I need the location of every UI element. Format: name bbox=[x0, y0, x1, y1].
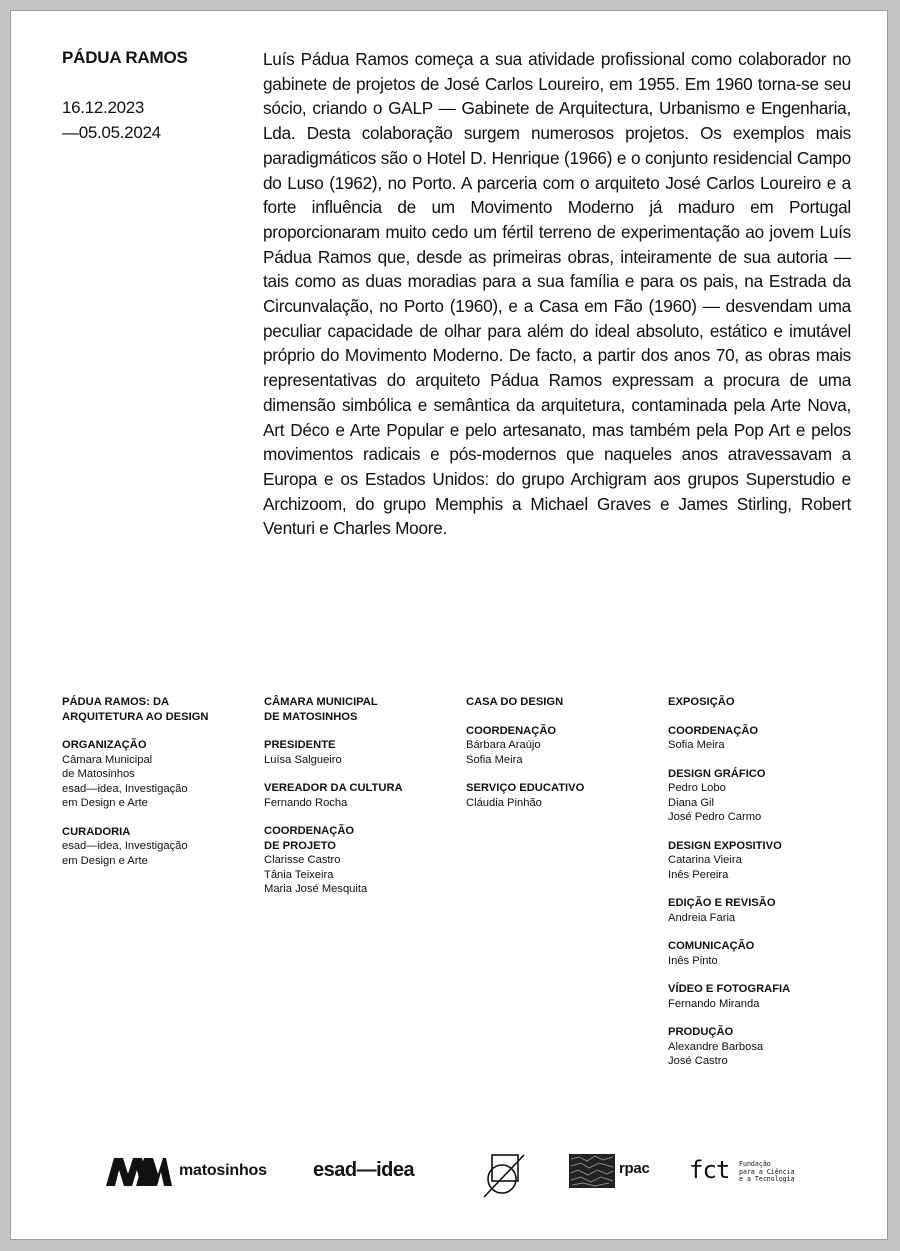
credit-name: Câmara Municipal bbox=[62, 753, 153, 766]
credit-group bbox=[668, 896, 853, 925]
date-end: —05.05.2024 bbox=[62, 123, 161, 142]
date-start: 16.12.2023 bbox=[62, 98, 145, 117]
credit-name: de Matosinhos bbox=[62, 768, 135, 780]
credit-name: Fernando Miranda bbox=[668, 997, 760, 1010]
fct-desc-line: e a Tecnologia bbox=[739, 1175, 795, 1183]
credit-group bbox=[668, 839, 853, 883]
credits-heading-line: EXPOSIÇÃO bbox=[668, 696, 735, 708]
credits-heading-line: CASA DO DESIGN bbox=[466, 696, 564, 708]
credit-name: Bárbara Araújo bbox=[466, 739, 541, 751]
credit-name: Luísa Salgueiro bbox=[264, 753, 342, 766]
credit-group bbox=[668, 982, 853, 1011]
credit-role: SERVIÇO EDUCATIVO bbox=[466, 782, 585, 794]
partner-logos bbox=[11, 1149, 887, 1197]
credit-group bbox=[668, 939, 853, 968]
credits-column-1 bbox=[62, 695, 247, 882]
credit-role: DESIGN EXPOSITIVO bbox=[668, 839, 782, 852]
credits-column-4 bbox=[668, 695, 853, 1083]
credit-role: VÍDEO E FOTOGRAFIA bbox=[668, 983, 791, 995]
credits-heading-line: PÁDUA RAMOS: DA bbox=[62, 696, 170, 708]
fct-description bbox=[739, 1161, 795, 1184]
credit-group bbox=[62, 738, 247, 811]
credit-name: Pedro Lobo bbox=[668, 782, 726, 794]
matosinhos-mark-icon bbox=[106, 1156, 172, 1186]
credits-column-2 bbox=[264, 695, 449, 911]
body-text: Luís Pádua Ramos começa a sua atividade profissional como colaborador no gabinete de projetos de José Carlos Loureiro, em 1955. Em 1960 torna-se seu sócio, criando o GALP — Gabinete de Arquitectura, Urbanismo e Engenharia, Lda. Desta colaboração surgem numerosos projetos. Os exemplos mais paradigmáticos são o Hotel D. Henrique (1966) e o conjunto residencial Campo do Luso (1962), no Porto. A parceria com o arquiteto José Carlos Loureiro e a forte influência de um Movimento Moderno já maduro em Portugal proporcionaram muito cedo um fértil terreno de experimentação ao jovem Luís Pádua Ramos que, desde as primeiras obras, inteiramente de sua autoria — tais como as duas moradias para a sua família e para os pais, na Estrada da Circunvalação, no Porto (1960), e a Casa em Fão (1960) — desvendam uma peculiar capacidade de olhar para além do ideal absoluto, estático e imutável próprio do Movimento Moderno. De facto, a partir dos anos 70, as obras mais representativas do arquiteto Pádua Ramos expressam a procura de uma dimensão simbólica e semântica da arquitetura, contaminada pela Arte Nova, Art Déco e Arte Popular e pelo artesanato, mas também pela Pop Art e pelos movimentos radicais e pós-modernos que naqueles anos atravessavam a Europa e os Estados Unidos: do grupo Archigram aos grupos Superstudio e Archizoom, do grupo Memphis a Michael Graves e James Stirling, Robert Venturi e Charles Moore. bbox=[263, 49, 851, 539]
fct-wordmark: fct bbox=[689, 1156, 730, 1184]
credit-name: esad—idea, Investigação bbox=[62, 782, 188, 795]
fct-desc-line: para a Ciência bbox=[739, 1167, 795, 1176]
credit-role: PRESIDENTE bbox=[264, 739, 336, 751]
credit-name: Fernando Rocha bbox=[264, 796, 348, 809]
credit-name: Alexandre Barbosa bbox=[668, 1040, 764, 1053]
credits-column-3 bbox=[466, 695, 651, 824]
credits-heading-line: DE MATOSINHOS bbox=[264, 710, 358, 723]
exhibition-title: PÁDUA RAMOS bbox=[62, 48, 188, 67]
credit-role: ORGANIZAÇÃO bbox=[62, 739, 147, 751]
credits-heading bbox=[62, 695, 247, 724]
credit-role: COORDENAÇÃO bbox=[264, 825, 355, 837]
credit-name: Tânia Teixeira bbox=[264, 868, 334, 881]
credit-name: José Castro bbox=[668, 1055, 728, 1067]
matosinhos-wordmark: matosinhos bbox=[179, 1162, 267, 1179]
matosinhos-logo bbox=[106, 1153, 276, 1189]
credit-group bbox=[62, 825, 247, 869]
credit-group bbox=[264, 824, 449, 897]
rpac-logo bbox=[569, 1154, 659, 1190]
credit-group bbox=[668, 767, 853, 825]
credit-name: Catarina Vieira bbox=[668, 854, 742, 866]
credit-group bbox=[264, 738, 449, 767]
credits-heading bbox=[264, 695, 449, 724]
credit-role: PRODUÇÃO bbox=[668, 1026, 734, 1038]
credit-role: DESIGN GRÁFICO bbox=[668, 767, 766, 780]
rpac-texture-icon bbox=[569, 1154, 615, 1188]
credits-heading bbox=[466, 695, 651, 710]
exhibition-dates bbox=[62, 95, 161, 145]
credit-name: Cláudia Pinhão bbox=[466, 796, 542, 809]
credit-group bbox=[466, 724, 651, 768]
credit-name: José Pedro Carmo bbox=[668, 811, 762, 823]
credit-role: VEREADOR DA CULTURA bbox=[264, 782, 403, 794]
credit-name: Inês Pinto bbox=[668, 954, 718, 967]
credit-role: COORDENAÇÃO bbox=[668, 724, 759, 737]
credit-name: Clarisse Castro bbox=[264, 854, 341, 866]
credit-group bbox=[264, 781, 449, 810]
credit-role: EDIÇÃO E REVISÃO bbox=[668, 897, 776, 909]
credit-name: Sofia Meira bbox=[466, 753, 523, 766]
credits-heading-line: ARQUITETURA AO DESIGN bbox=[62, 710, 209, 723]
credit-name: Maria José Mesquita bbox=[264, 883, 368, 895]
credit-role: COORDENAÇÃO bbox=[466, 724, 557, 737]
credits-heading bbox=[668, 695, 853, 710]
credit-group bbox=[668, 724, 853, 753]
casa-do-design-logo bbox=[480, 1151, 528, 1199]
credit-name: Sofia Meira bbox=[668, 739, 725, 751]
credit-name: esad—idea, Investigação bbox=[62, 840, 188, 852]
rpac-wordmark: rpac bbox=[619, 1160, 650, 1177]
credit-role: DE PROJETO bbox=[264, 839, 336, 852]
credit-name: Inês Pereira bbox=[668, 868, 729, 881]
credit-name: Diana Gil bbox=[668, 796, 715, 809]
credit-role: COMUNICAÇÃO bbox=[668, 940, 755, 952]
esad-idea-logo: esad—idea bbox=[313, 1159, 415, 1181]
fct-logo bbox=[689, 1156, 819, 1190]
casa-do-design-mark-icon bbox=[480, 1151, 528, 1199]
credit-group bbox=[466, 781, 651, 810]
fct-desc-line: Fundação bbox=[739, 1160, 771, 1168]
credit-group bbox=[668, 1025, 853, 1069]
credit-name: em Design e Arte bbox=[62, 854, 148, 867]
credits-heading-line: CÂMARA MUNICIPAL bbox=[264, 696, 378, 708]
credit-name: Andreia Faria bbox=[668, 911, 736, 924]
credit-role: CURADORIA bbox=[62, 825, 131, 838]
exhibition-sheet bbox=[10, 10, 888, 1240]
credit-name: em Design e Arte bbox=[62, 797, 148, 809]
